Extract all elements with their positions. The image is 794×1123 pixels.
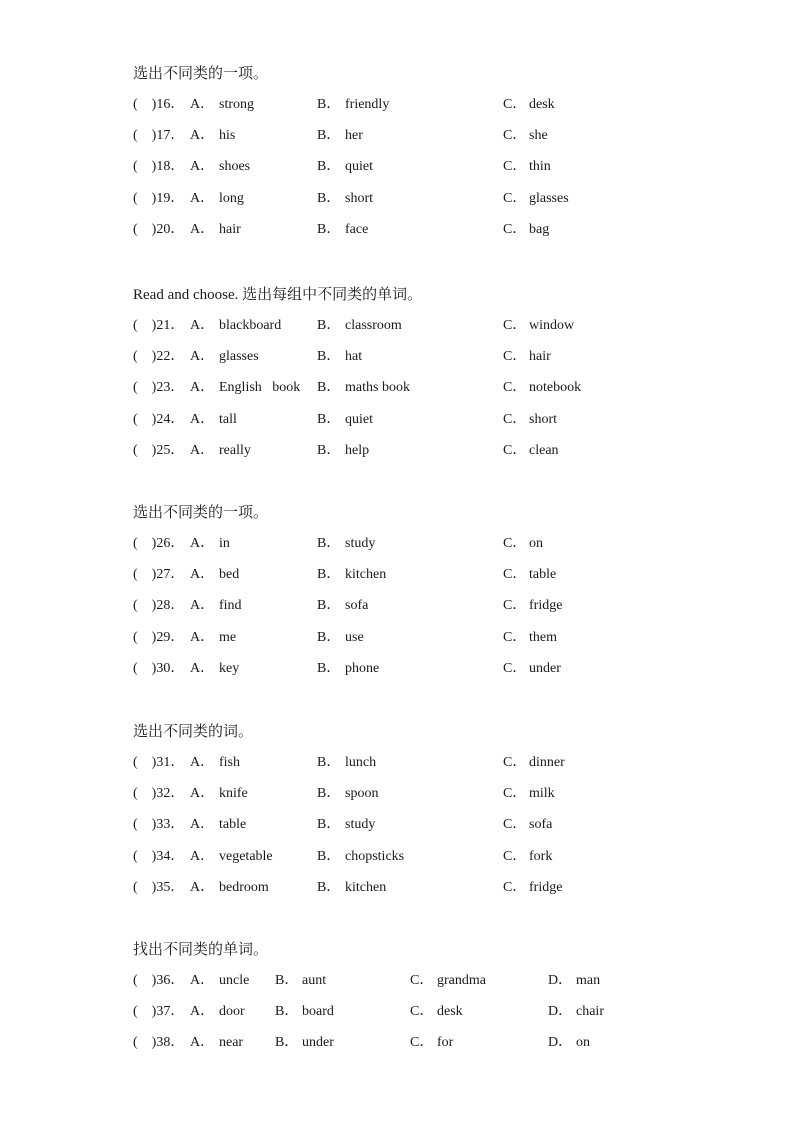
option-c-text: sofa xyxy=(529,817,553,833)
option-c-text: notebook xyxy=(529,380,582,396)
option-c-label: C． xyxy=(410,1035,434,1051)
option-c-text: table xyxy=(529,567,557,583)
question-row-16 xyxy=(133,95,753,126)
option-a-text: long xyxy=(219,190,244,206)
option-c-label: C． xyxy=(503,349,527,365)
question-number: ( )17． xyxy=(133,128,185,144)
option-c-text: clean xyxy=(529,442,559,458)
option-c-label: C． xyxy=(503,817,527,833)
question-number: ( )22． xyxy=(133,349,185,365)
option-b-text: study xyxy=(345,536,376,551)
option-c-label: C． xyxy=(503,318,527,333)
question-row-25 xyxy=(133,441,753,472)
option-b-label: B． xyxy=(317,629,341,645)
option-c-text: them xyxy=(529,629,557,645)
question-row-17 xyxy=(133,126,753,157)
option-b-text: kitchen xyxy=(345,879,387,895)
option-a-label: A． xyxy=(190,1004,215,1020)
option-c-text: hair xyxy=(529,349,551,365)
option-a-label: A． xyxy=(190,755,215,770)
option-b-label: B． xyxy=(317,411,341,427)
option-a-text: in xyxy=(219,536,230,551)
option-b-label: B． xyxy=(317,442,341,458)
option-a-text: his xyxy=(219,128,236,144)
option-c-text: she xyxy=(529,128,548,144)
question-number: ( )24． xyxy=(133,411,185,427)
option-c-text: desk xyxy=(529,97,555,112)
option-b-label: B． xyxy=(317,97,341,112)
option-c-label: C． xyxy=(503,442,527,458)
option-a-text: glasses xyxy=(219,349,259,365)
question-row-38 xyxy=(133,1033,753,1064)
option-a-text: key xyxy=(219,660,240,676)
option-a-label: A． xyxy=(190,128,215,144)
question-number: ( )20． xyxy=(133,221,185,237)
option-a-text: shoes xyxy=(219,159,251,175)
option-b-text: phone xyxy=(345,660,380,676)
option-a-label: A． xyxy=(190,380,215,396)
option-c-label: C． xyxy=(503,380,527,396)
option-a-label: A． xyxy=(190,411,215,427)
option-d-label: D． xyxy=(548,1035,573,1051)
option-c-text: desk xyxy=(437,1004,463,1020)
question-number: ( )21． xyxy=(133,318,185,333)
option-c-text: short xyxy=(529,411,557,427)
option-b-label: B． xyxy=(317,318,341,333)
option-a-text: bed xyxy=(219,567,240,583)
option-c-label: C． xyxy=(503,128,527,144)
question-row-35 xyxy=(133,878,753,909)
option-c-label: C． xyxy=(503,879,527,895)
question-row-26 xyxy=(133,534,753,565)
option-a-label: A． xyxy=(190,567,215,583)
option-b-text: help xyxy=(345,442,370,458)
option-b-label: B． xyxy=(317,190,341,206)
option-c-label: C． xyxy=(503,97,527,112)
question-number: ( )16． xyxy=(133,97,185,112)
option-a-label: A． xyxy=(190,629,215,645)
option-a-label: A． xyxy=(190,190,215,206)
option-c-label: C． xyxy=(503,848,527,864)
question-row-32 xyxy=(133,784,753,815)
option-c-text: fridge xyxy=(529,879,563,895)
option-c-label: C． xyxy=(410,1004,434,1020)
question-number: ( )38． xyxy=(133,1035,185,1051)
option-a-label: A． xyxy=(190,349,215,365)
option-c-text: grandma xyxy=(437,973,486,988)
question-number: ( )36． xyxy=(133,973,185,988)
option-a-label: A． xyxy=(190,318,215,333)
option-a-label: A． xyxy=(190,159,215,175)
option-c-text: on xyxy=(529,536,543,551)
option-a-text: bedroom xyxy=(219,879,269,895)
option-a-text: knife xyxy=(219,786,248,802)
option-a-text: find xyxy=(219,598,242,614)
option-d-label: D． xyxy=(548,973,573,988)
question-number: ( )32． xyxy=(133,786,185,802)
question-row-30 xyxy=(133,659,753,690)
option-a-label: A． xyxy=(190,97,215,112)
option-a-label: A． xyxy=(190,221,215,237)
option-c-text: thin xyxy=(529,159,551,175)
option-b-text: spoon xyxy=(345,786,379,802)
option-a-text: door xyxy=(219,1004,245,1020)
option-c-label: C． xyxy=(503,567,527,583)
section-2 xyxy=(133,285,753,472)
question-row-33 xyxy=(133,815,753,846)
question-number: ( )35． xyxy=(133,879,185,895)
option-b-label: B． xyxy=(317,660,341,676)
option-d-label: D． xyxy=(548,1004,573,1020)
option-a-label: A． xyxy=(190,598,215,614)
option-b-text: study xyxy=(345,817,376,833)
option-a-text: English book xyxy=(219,380,301,396)
option-c-label: C． xyxy=(503,786,527,802)
question-row-27 xyxy=(133,565,753,596)
option-a-text: hair xyxy=(219,221,241,237)
option-c-text: for xyxy=(437,1035,454,1051)
question-number: ( )33． xyxy=(133,817,185,833)
question-number: ( )23． xyxy=(133,380,185,396)
option-b-text: face xyxy=(345,221,369,237)
section-heading: 选出不同类的词。 xyxy=(133,724,254,740)
option-a-text: table xyxy=(219,817,247,833)
section-heading: 选出不同类的一项。 xyxy=(133,66,269,82)
option-b-text: classroom xyxy=(345,318,402,333)
option-b-text: use xyxy=(345,629,364,645)
option-a-label: A． xyxy=(190,536,215,551)
question-row-36 xyxy=(133,971,753,1002)
question-number: ( )37． xyxy=(133,1004,185,1020)
section-heading: 选出不同类的一项。 xyxy=(133,505,269,521)
option-a-label: A． xyxy=(190,442,215,458)
section-3 xyxy=(133,503,753,690)
option-b-label: B． xyxy=(275,1035,299,1051)
question-number: ( )26． xyxy=(133,536,185,551)
option-b-text: short xyxy=(345,190,373,206)
option-c-label: C． xyxy=(503,755,527,770)
option-c-text: fork xyxy=(529,848,553,864)
option-b-label: B． xyxy=(317,567,341,583)
question-row-21 xyxy=(133,316,753,347)
section-4 xyxy=(133,722,753,909)
option-b-label: B． xyxy=(317,380,341,396)
option-d-text: man xyxy=(576,973,601,988)
question-number: ( )27． xyxy=(133,567,185,583)
question-row-28 xyxy=(133,596,753,627)
option-c-label: C． xyxy=(503,598,527,614)
option-a-text: vegetable xyxy=(219,848,273,864)
question-row-20 xyxy=(133,220,753,251)
option-b-label: B． xyxy=(317,128,341,144)
question-number: ( )25． xyxy=(133,442,185,458)
question-row-31 xyxy=(133,753,753,784)
question-row-19 xyxy=(133,189,753,220)
option-b-text: kitchen xyxy=(345,567,387,583)
question-row-22 xyxy=(133,347,753,378)
question-number: ( )28． xyxy=(133,598,185,614)
option-c-text: window xyxy=(529,318,575,333)
section-5 xyxy=(133,940,753,1065)
question-row-29 xyxy=(133,628,753,659)
option-a-text: near xyxy=(219,1035,244,1051)
option-b-label: B． xyxy=(317,221,341,237)
option-d-text: on xyxy=(576,1035,590,1051)
option-c-text: bag xyxy=(529,221,550,237)
option-c-label: C． xyxy=(503,221,527,237)
option-a-label: A． xyxy=(190,660,215,676)
question-number: ( )19． xyxy=(133,190,185,206)
question-number: ( )18． xyxy=(133,159,185,175)
option-b-text: sofa xyxy=(345,598,369,614)
option-b-text: hat xyxy=(345,349,363,365)
option-b-text: aunt xyxy=(302,973,327,988)
option-a-label: A． xyxy=(190,879,215,895)
section-1 xyxy=(133,64,753,251)
option-b-label: B． xyxy=(317,879,341,895)
option-a-text: blackboard xyxy=(219,318,282,333)
option-a-text: me xyxy=(219,629,237,645)
section-heading: Read and choose. 选出每组中不同类的单词。 xyxy=(133,287,423,303)
option-c-label: C． xyxy=(503,536,527,551)
option-b-text: lunch xyxy=(345,755,377,770)
option-b-text: maths book xyxy=(345,380,410,396)
question-number: ( )29． xyxy=(133,629,185,645)
option-c-text: dinner xyxy=(529,755,565,770)
question-number: ( )30． xyxy=(133,660,185,676)
option-c-label: C． xyxy=(410,973,434,988)
option-a-label: A． xyxy=(190,786,215,802)
question-number: ( )31． xyxy=(133,755,185,770)
question-row-37 xyxy=(133,1002,753,1033)
option-c-label: C． xyxy=(503,629,527,645)
option-c-label: C． xyxy=(503,159,527,175)
question-row-34 xyxy=(133,847,753,878)
option-b-text: her xyxy=(345,128,363,144)
option-b-text: friendly xyxy=(345,97,390,112)
option-c-text: glasses xyxy=(529,190,569,206)
option-c-label: C． xyxy=(503,411,527,427)
option-c-text: under xyxy=(529,660,561,676)
option-a-label: A． xyxy=(190,1035,215,1051)
option-c-label: C． xyxy=(503,660,527,676)
option-a-text: really xyxy=(219,442,251,458)
option-b-label: B． xyxy=(317,817,341,833)
option-b-text: under xyxy=(302,1035,334,1051)
question-number: ( )34． xyxy=(133,848,185,864)
option-b-label: B． xyxy=(317,598,341,614)
option-a-text: tall xyxy=(219,411,237,427)
option-b-text: quiet xyxy=(345,411,373,427)
option-b-label: B． xyxy=(317,536,341,551)
option-a-label: A． xyxy=(190,973,215,988)
option-b-text: chopsticks xyxy=(345,848,405,864)
option-c-text: fridge xyxy=(529,598,563,614)
section-heading: 找出不同类的单词。 xyxy=(133,942,269,958)
option-a-text: strong xyxy=(219,97,254,112)
option-b-label: B． xyxy=(317,349,341,365)
option-b-text: quiet xyxy=(345,159,373,175)
option-b-label: B． xyxy=(275,973,299,988)
option-a-label: A． xyxy=(190,817,215,833)
option-b-label: B． xyxy=(317,786,341,802)
question-row-24 xyxy=(133,410,753,441)
option-d-text: chair xyxy=(576,1004,604,1020)
option-b-label: B． xyxy=(317,159,341,175)
option-b-label: B． xyxy=(317,848,341,864)
option-b-text: board xyxy=(302,1004,334,1020)
option-a-text: fish xyxy=(219,755,240,770)
option-b-label: B． xyxy=(275,1004,299,1020)
option-b-label: B． xyxy=(317,755,341,770)
option-c-label: C． xyxy=(503,190,527,206)
question-row-18 xyxy=(133,157,753,188)
question-row-23 xyxy=(133,378,753,409)
option-c-text: milk xyxy=(529,786,555,802)
option-a-text: uncle xyxy=(219,973,250,988)
option-a-label: A． xyxy=(190,848,215,864)
